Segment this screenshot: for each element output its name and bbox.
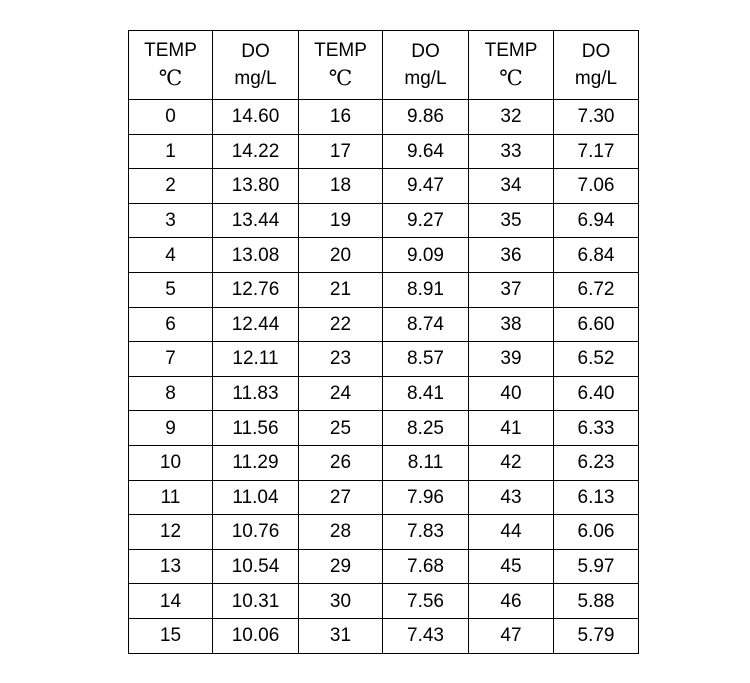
header-do-1 [213, 31, 299, 100]
temp-cell: 26 [299, 445, 383, 480]
do-cell: 9.86 [383, 100, 469, 135]
temp-cell: 23 [299, 342, 383, 377]
table-row [129, 376, 639, 411]
do-cell: 7.06 [554, 169, 639, 204]
table-row [129, 618, 639, 653]
temp-cell: 1 [129, 134, 213, 169]
temp-cell: 16 [299, 100, 383, 135]
temp-cell: 14 [129, 584, 213, 619]
header-label: TEMP [144, 40, 197, 61]
do-cell: 8.11 [383, 445, 469, 480]
do-cell: 9.64 [383, 134, 469, 169]
do-cell: 7.56 [383, 584, 469, 619]
do-cell: 6.84 [554, 238, 639, 273]
table-row [129, 307, 639, 342]
do-cell: 6.23 [554, 445, 639, 480]
do-cell: 9.47 [383, 169, 469, 204]
do-cell: 8.91 [383, 272, 469, 307]
temp-cell: 7 [129, 342, 213, 377]
do-cell: 12.76 [213, 272, 299, 307]
temp-cell: 22 [299, 307, 383, 342]
header-unit: ℃ [499, 66, 523, 90]
temp-cell: 34 [469, 169, 554, 204]
temp-cell: 13 [129, 549, 213, 584]
header-label: DO [241, 41, 270, 62]
temp-cell: 27 [299, 480, 383, 515]
temp-cell: 9 [129, 411, 213, 446]
do-cell: 12.11 [213, 342, 299, 377]
temp-cell: 19 [299, 203, 383, 238]
temp-cell: 38 [469, 307, 554, 342]
header-do-2 [383, 31, 469, 100]
table-row [129, 480, 639, 515]
do-cell: 6.94 [554, 203, 639, 238]
header-temp-2 [299, 31, 383, 100]
temp-cell: 5 [129, 272, 213, 307]
table-row [129, 584, 639, 619]
table-row [129, 134, 639, 169]
temp-cell: 2 [129, 169, 213, 204]
temp-cell: 3 [129, 203, 213, 238]
header-temp-1 [129, 31, 213, 100]
temp-cell: 4 [129, 238, 213, 273]
table-header [129, 31, 639, 100]
temp-cell: 31 [299, 618, 383, 653]
do-cell: 6.52 [554, 342, 639, 377]
temp-cell: 25 [299, 411, 383, 446]
dissolved-oxygen-table [128, 30, 639, 654]
do-cell: 13.44 [213, 203, 299, 238]
do-cell: 13.80 [213, 169, 299, 204]
header-label: DO [411, 41, 440, 62]
do-cell: 6.33 [554, 411, 639, 446]
do-cell: 7.43 [383, 618, 469, 653]
do-cell: 11.56 [213, 411, 299, 446]
do-cell: 7.68 [383, 549, 469, 584]
temp-cell: 28 [299, 515, 383, 550]
table-row [129, 342, 639, 377]
temp-cell: 10 [129, 445, 213, 480]
table-row [129, 549, 639, 584]
temp-cell: 40 [469, 376, 554, 411]
header-do-3 [554, 31, 639, 100]
header-unit: ℃ [158, 66, 183, 90]
temp-cell: 29 [299, 549, 383, 584]
do-cell: 8.57 [383, 342, 469, 377]
temp-cell: 37 [469, 272, 554, 307]
do-cell: 8.25 [383, 411, 469, 446]
table-row [129, 169, 639, 204]
do-cell: 10.31 [213, 584, 299, 619]
temp-cell: 17 [299, 134, 383, 169]
table-row [129, 515, 639, 550]
do-cell: 7.83 [383, 515, 469, 550]
temp-cell: 45 [469, 549, 554, 584]
table-row [129, 445, 639, 480]
temp-cell: 30 [299, 584, 383, 619]
do-cell: 6.06 [554, 515, 639, 550]
temp-cell: 44 [469, 515, 554, 550]
header-unit: mg/L [234, 68, 277, 89]
table-row [129, 100, 639, 135]
do-cell: 13.08 [213, 238, 299, 273]
temp-cell: 12 [129, 515, 213, 550]
do-cell: 14.22 [213, 134, 299, 169]
temp-cell: 39 [469, 342, 554, 377]
temp-cell: 32 [469, 100, 554, 135]
do-cell: 10.06 [213, 618, 299, 653]
temp-cell: 33 [469, 134, 554, 169]
temp-cell: 18 [299, 169, 383, 204]
temp-cell: 11 [129, 480, 213, 515]
do-cell: 6.40 [554, 376, 639, 411]
temp-cell: 36 [469, 238, 554, 273]
do-cell: 7.96 [383, 480, 469, 515]
header-unit: mg/L [574, 68, 618, 89]
header-label: TEMP [484, 40, 538, 61]
temp-cell: 46 [469, 584, 554, 619]
do-cell: 10.54 [213, 549, 299, 584]
header-label: DO [581, 41, 611, 62]
temp-cell: 35 [469, 203, 554, 238]
do-cell: 6.72 [554, 272, 639, 307]
do-cell: 9.27 [383, 203, 469, 238]
table-row [129, 238, 639, 273]
do-cell: 12.44 [213, 307, 299, 342]
temp-cell: 8 [129, 376, 213, 411]
do-cell: 7.30 [554, 100, 639, 135]
temp-cell: 6 [129, 307, 213, 342]
do-cell: 5.88 [554, 584, 639, 619]
header-label: TEMP [314, 40, 367, 61]
do-cell: 9.09 [383, 238, 469, 273]
temp-cell: 21 [299, 272, 383, 307]
table-row [129, 203, 639, 238]
header-temp-3 [469, 31, 554, 100]
temp-cell: 42 [469, 445, 554, 480]
do-cell: 8.74 [383, 307, 469, 342]
temp-cell: 24 [299, 376, 383, 411]
header-row [129, 31, 639, 100]
table-body [129, 100, 639, 654]
temp-cell: 41 [469, 411, 554, 446]
temp-cell: 15 [129, 618, 213, 653]
do-cell: 6.13 [554, 480, 639, 515]
do-cell: 14.60 [213, 100, 299, 135]
do-cell: 11.29 [213, 445, 299, 480]
temp-cell: 20 [299, 238, 383, 273]
temp-cell: 43 [469, 480, 554, 515]
do-cell: 7.17 [554, 134, 639, 169]
do-cell: 11.83 [213, 376, 299, 411]
header-unit: ℃ [328, 66, 353, 90]
table-row [129, 272, 639, 307]
do-cell: 8.41 [383, 376, 469, 411]
header-unit: mg/L [404, 68, 447, 89]
do-cell: 5.79 [554, 618, 639, 653]
do-cell: 10.76 [213, 515, 299, 550]
do-cell: 5.97 [554, 549, 639, 584]
temp-cell: 47 [469, 618, 554, 653]
do-cell: 6.60 [554, 307, 639, 342]
do-cell: 11.04 [213, 480, 299, 515]
table-row [129, 411, 639, 446]
temp-cell: 0 [129, 100, 213, 135]
